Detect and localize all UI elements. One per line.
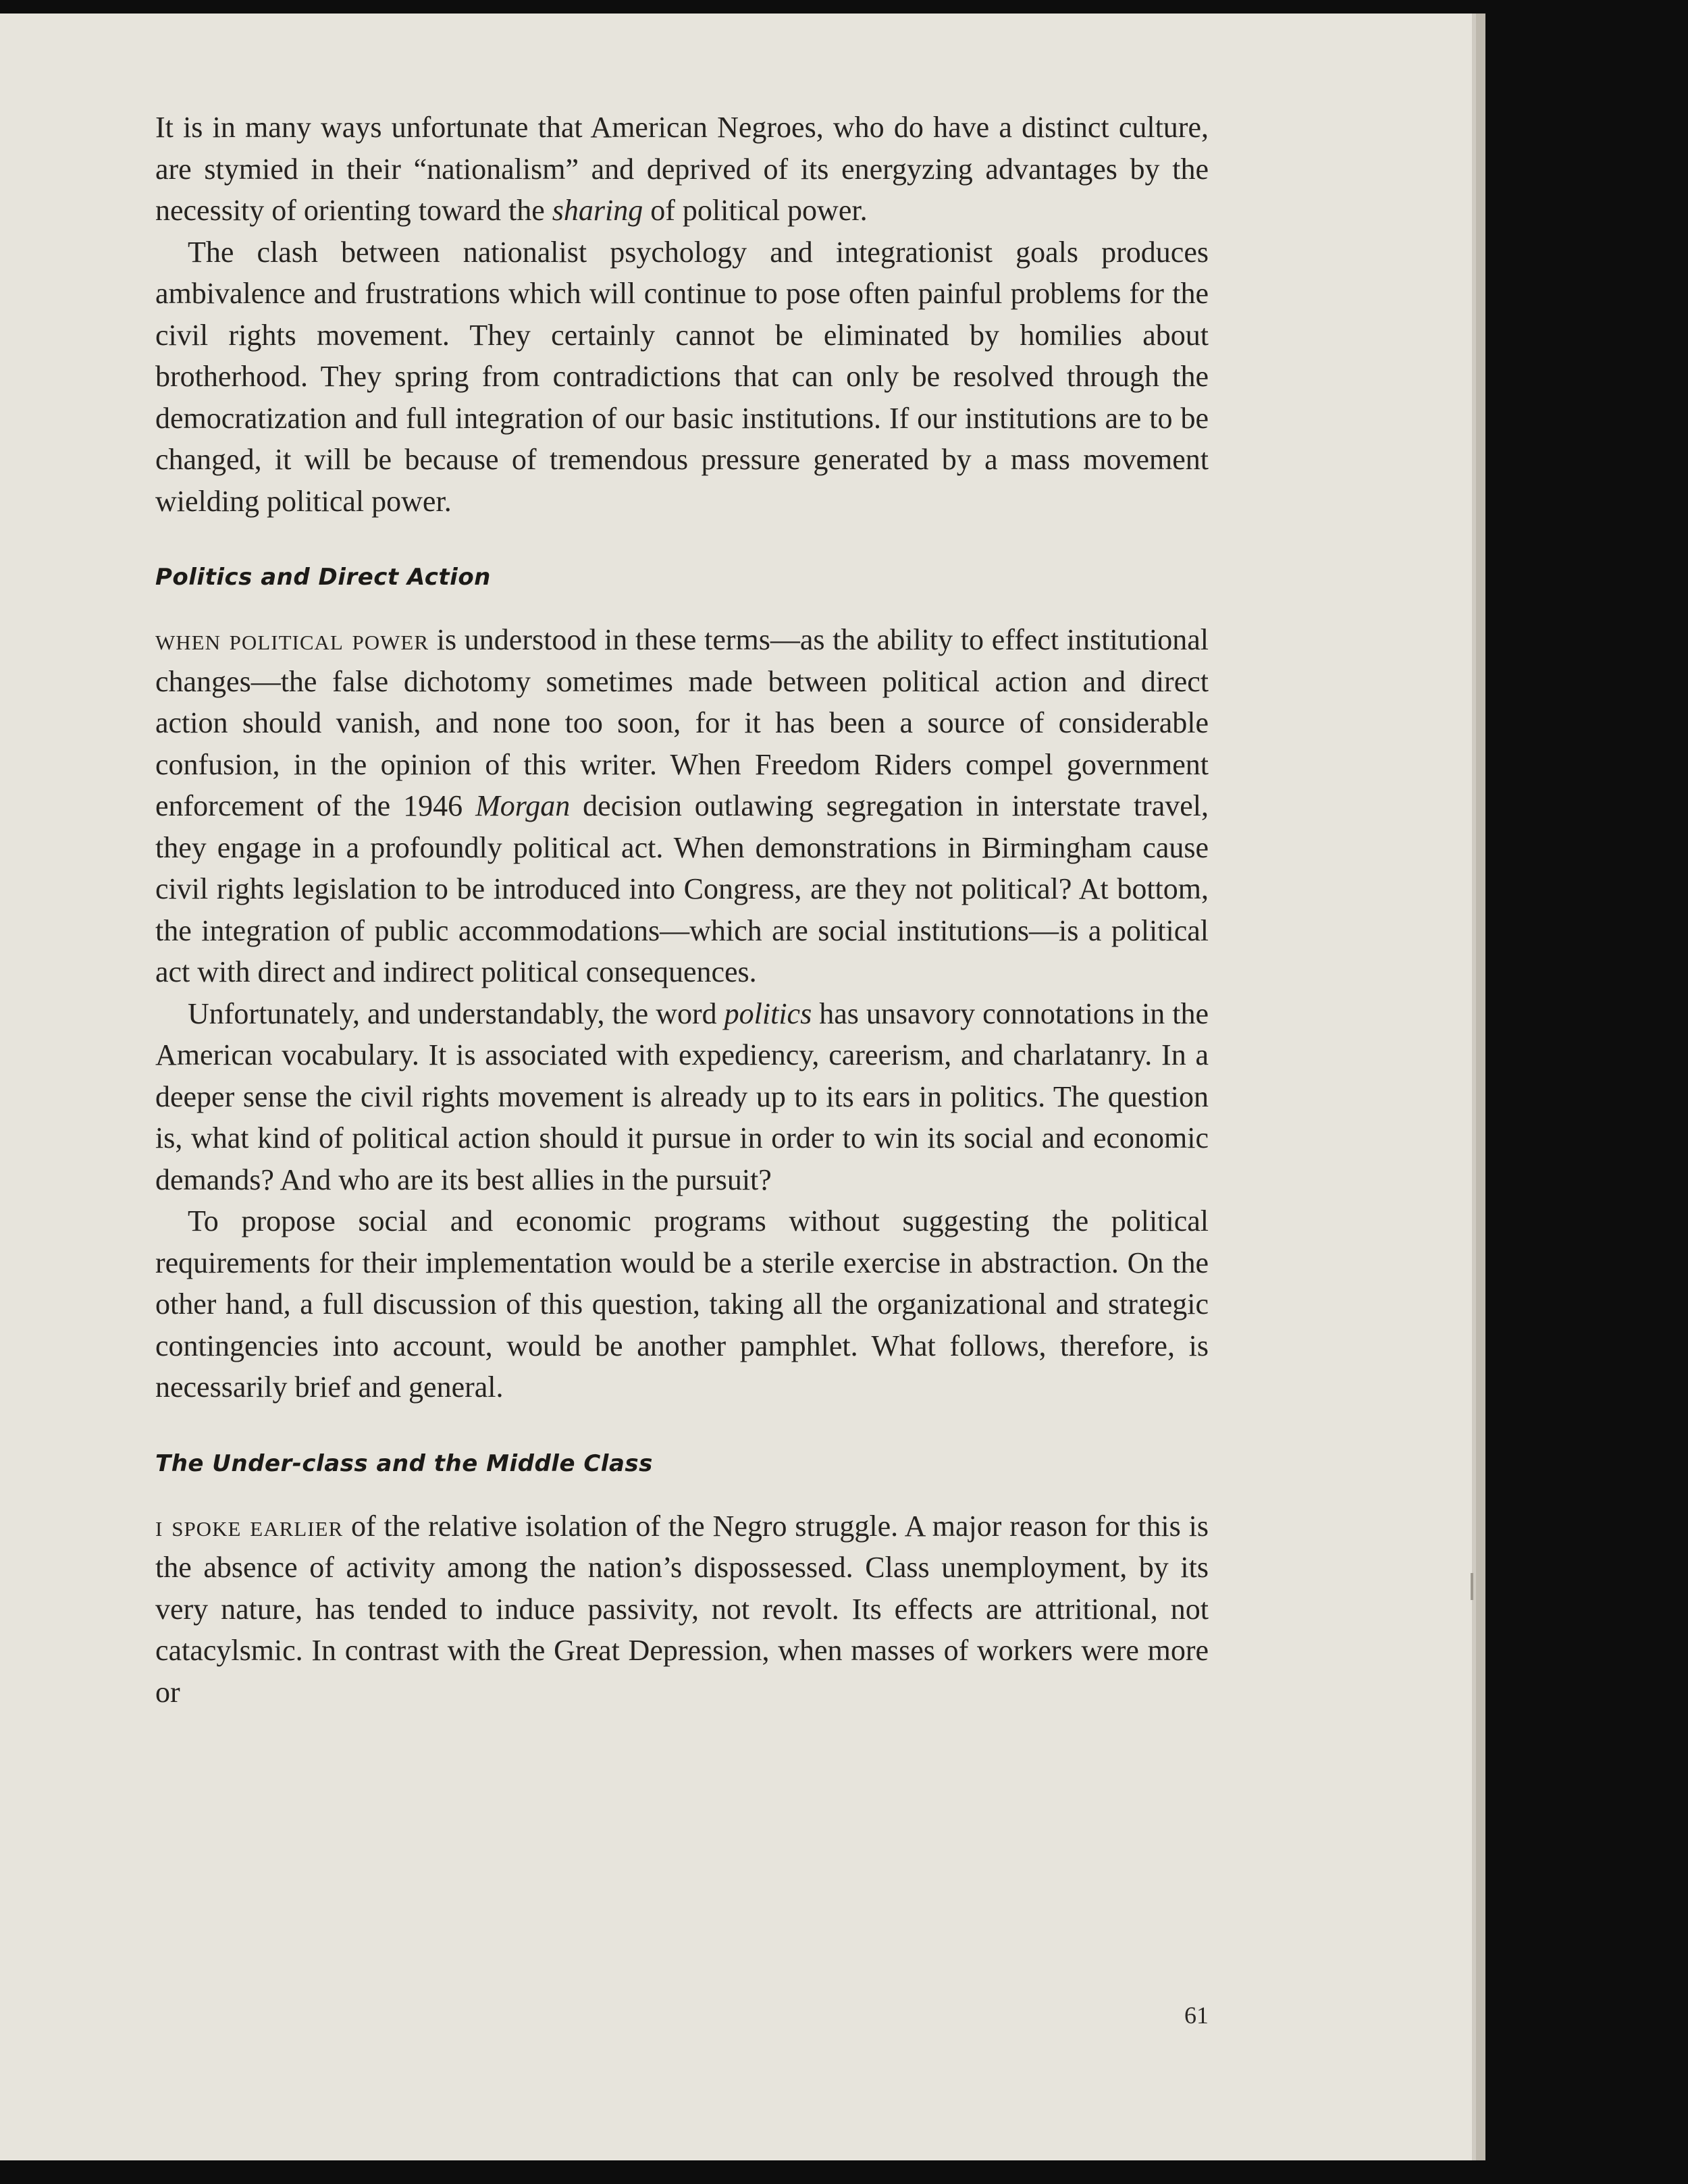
paragraph: To propose social and economic programs without suggesting the political requirements for their implementation would be a sterile exercise in abstraction. On the other hand, a full discussion of this question, taking all the organizational and strategic contingencies into account, would be another pamphlet. What follows, therefore, is necessarily brief and general. <box>155 1204 1209 1404</box>
paragraph: i spoke earlier of the relative isolation of the Negro struggle. A major reason for this is the absence of activity among the nation’s dispossessed. Class unemployment, by its very nature, has tended to induce passivity, not revolt. Its effects are attritional, not catacylsmic. In contrast with the Great Depression, when masses of workers were more or <box>155 1509 1209 1709</box>
lead-in-smallcaps: when political power <box>155 623 429 656</box>
text-column <box>155 107 1209 1713</box>
page-fold-mark <box>1471 1573 1473 1600</box>
paragraph: The clash between nationalist psychology and integrationist goals produces ambivalence and frustrations which will continue to pose often painful problems for the civil rights movement. They certainly cannot be eliminated by homilies about brotherhood. They spring from contradictions that can only be resolved through the democratization and full integration of our basic institutions. If our institutions are to be changed, it will be because of tremendous pressure generated by a mass movement wielding political power. <box>155 235 1209 518</box>
emphasis-text: Morgan <box>475 789 571 822</box>
page-number: 61 <box>1184 2002 1209 2029</box>
paragraph: Unfortunately, and understandably, the word politics has unsavory connotations in the American vocabulary. It is associated with expediency, careerism, and charlatanry. In a deeper sense the civil rights movement is already up to its ears in politics. The question is, what kind of political action should it pursue in order to win its social and economic demands? And who are its best allies in the pursuit? <box>155 996 1209 1196</box>
section-heading-under-class: The Under-class and the Middle Class <box>155 1449 653 1477</box>
lead-in-smallcaps: i spoke earlier <box>155 1509 344 1543</box>
page-edge <box>1476 14 1485 2160</box>
paragraph: It is in many ways unfortunate that American Negroes, who do have a distinct culture, are stymied in their “nationalism” and deprived of its energyzing advantages by the necessity of orienting toward the sharing of political power. <box>155 111 1209 227</box>
emphasis-text: sharing <box>552 194 643 227</box>
emphasis-text: politics <box>724 996 812 1030</box>
paragraph: when political power is understood in these terms—as the ability to effect institutional changes—the false dichotomy sometimes made between political action and direct action should vanish, and none too soon, for it has been a source of considerable confusion, in the opinion of this writer. When Freedom Riders compel government enforcement of the 1946 Morgan decision outlawing segregation in interstate travel, they engage in a profoundly political act. When demonstrations in Birmingham cause civil rights legislation to be introduced into Congress, are they not political? At bottom, the integration of public accommodations—which are social institutions—is a political act with direct and indirect political consequences. <box>155 623 1209 988</box>
section-heading-politics: Politics and Direct Action <box>155 564 491 591</box>
